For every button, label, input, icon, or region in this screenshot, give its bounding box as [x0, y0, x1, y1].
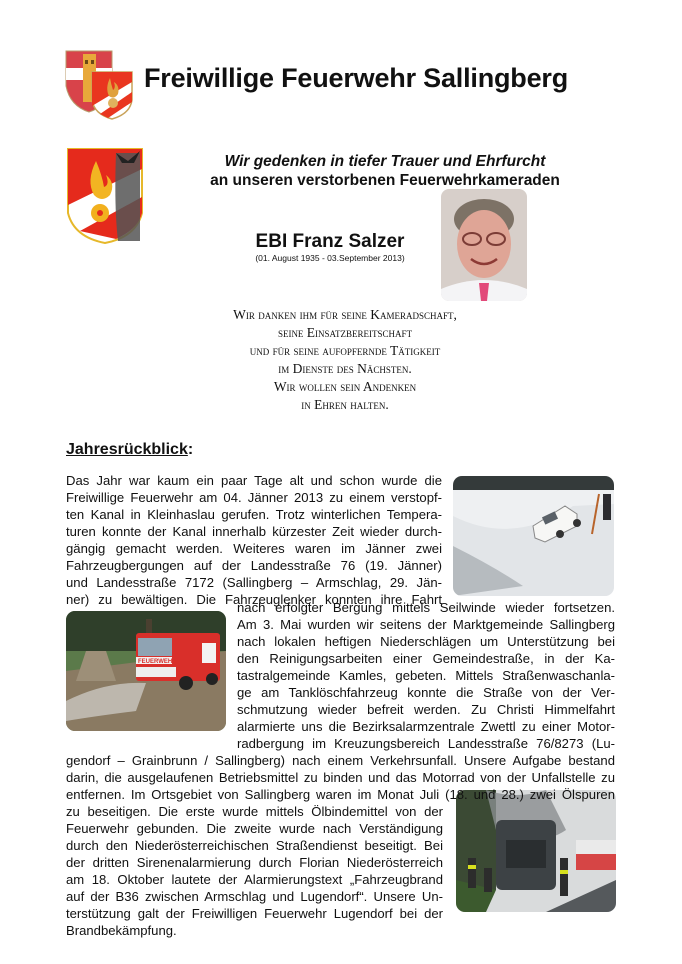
body-line: entfernen. Im Ortsgebiet von Sallingberg waren im Monat Juli (18. und 28.) zwei Ölspuren	[66, 787, 615, 802]
tribute-line: Wir danken ihm für seine Kameradschaft,	[233, 307, 457, 322]
page-title: Freiwillige Feuerwehr Sallingberg	[144, 63, 569, 93]
body-line: Brandbekämpfung.	[66, 923, 177, 938]
tribute-text	[150, 306, 540, 414]
crest-logo-icon	[64, 48, 134, 120]
body-line: turen konnte der Kanal innerhalb kürzester Zeit wieder durch-	[66, 524, 442, 539]
photo-fire-truck-street-washing	[66, 611, 226, 731]
portrait-photo	[441, 189, 527, 301]
body-line: Am 3. Mai wurden wir seitens der Marktgemeinde Sallingberg	[237, 617, 615, 632]
mourning-crest-icon	[66, 147, 144, 245]
body-line: nach lokalen heftigen Niederschlägen um Unterstützung bei	[237, 634, 615, 649]
body-line: den Reinigungsarbeiten einer Gemeindestraße, in der Ka-	[237, 651, 615, 666]
body-line: Fahrzeugbergungen auf der Landesstraße 76 (19. Jänner)	[66, 558, 442, 573]
body-line: und Landesstraße 7172 (Sallingberg – Armschlag, 29. Jän-	[66, 575, 442, 590]
body-line: Feuerwehr gebunden. Die zweite wurde nach Verständigung	[66, 821, 443, 836]
tribute-line: seine Einsatzbereitschaft	[277, 325, 413, 340]
body-line: terstützung galt der Freiwilligen Feuerwehr Lugendorf bei der	[66, 906, 443, 921]
body-line: ge am Tanklöschfahrzeug konnte die Straße von der Ver-	[237, 685, 615, 700]
tribute-line: im Dienste des Nächsten.	[278, 361, 412, 376]
tribute-line: Wir wollen sein Andenken	[273, 379, 417, 394]
body-line: gängig gemacht werden. Weiteres waren im Jänner zwei	[66, 541, 442, 556]
tribute-line: in Ehren halten.	[301, 397, 389, 412]
body-line: auf der B36 zwischen Armschlag und Lugendorf“. Unsere Un-	[66, 889, 443, 904]
deceased-name: EBI Franz Salzer	[255, 231, 405, 252]
memorial-line-2: an unseren verstorbenen Feuerwehrkameraden	[210, 172, 560, 189]
body-line: radbergung im Kreuzungsbereich Landesstraße 76/8273 (Lu-	[237, 736, 615, 751]
body-line: ten Kanal in Kleinhaslau gerufen. Trotz winterlichen Tempera-	[66, 507, 442, 522]
body-line: am 18. Oktober lautete der Alarmierungstext „Fahrzeugbrand	[66, 872, 443, 887]
memorial-line-1: Wir gedenken in tiefer Trauer und Ehrfurcht	[224, 153, 546, 170]
photo-snow-vehicle-recovery	[453, 476, 614, 596]
body-line: darin, die ausgelaufenen Betriebsmittel zu binden und das Motorrad von der Unfallstelle zu	[66, 770, 615, 785]
body-line: der dritten Sirenenalarmierung durch Florian Niederösterreich	[66, 855, 443, 870]
photo-truck-fire	[456, 790, 616, 912]
body-line: nach erfolgter Bergung mittels Seilwinde wieder fortsetzen.	[237, 600, 615, 615]
section-heading	[66, 441, 193, 459]
body-line: Das Jahr war kaum ein paar Tage alt und schon wurde die	[66, 473, 442, 488]
truck-label: FEUERWEHR	[138, 659, 177, 665]
deceased-dates: (01. August 1935 - 03.September 2013)	[255, 253, 405, 263]
body-line: Freiwillige Feuerwehr am 04. Jänner 2013 zu einem verstopf-	[66, 490, 442, 505]
tribute-line: und für seine aufopfernde Tätigkeit	[249, 343, 441, 358]
body-line: gendorf – Grainbrunn / Sallingberg) nach einem Verkehrsunfall. Unsere Aufgabe bestand	[66, 753, 615, 768]
body-line: zu beseitigen. Die erste wurde mittels Ölbindemittel von der	[66, 804, 443, 819]
section-heading-text: Jahresrückblick	[66, 441, 188, 458]
body-line: alarmierte uns die Bezirksalarmzentrale Zwettl zu einer Motor-	[237, 719, 615, 734]
section-heading-colon: :	[187, 441, 194, 458]
body-line: ner) zu bewältigen. Die Fahrzeuglenker konnten ihre Fahrt	[66, 592, 442, 607]
body-line: durch den Niederösterreichischen Straßendienst beseitigt. Bei	[66, 838, 443, 853]
body-line: tastralgemeinde Kamles, gebeten. Mittels Straßenwaschanla-	[237, 668, 615, 683]
body-line: schmutzung wieder befreit werden. Zu Christi Himmelfahrt	[237, 702, 615, 717]
